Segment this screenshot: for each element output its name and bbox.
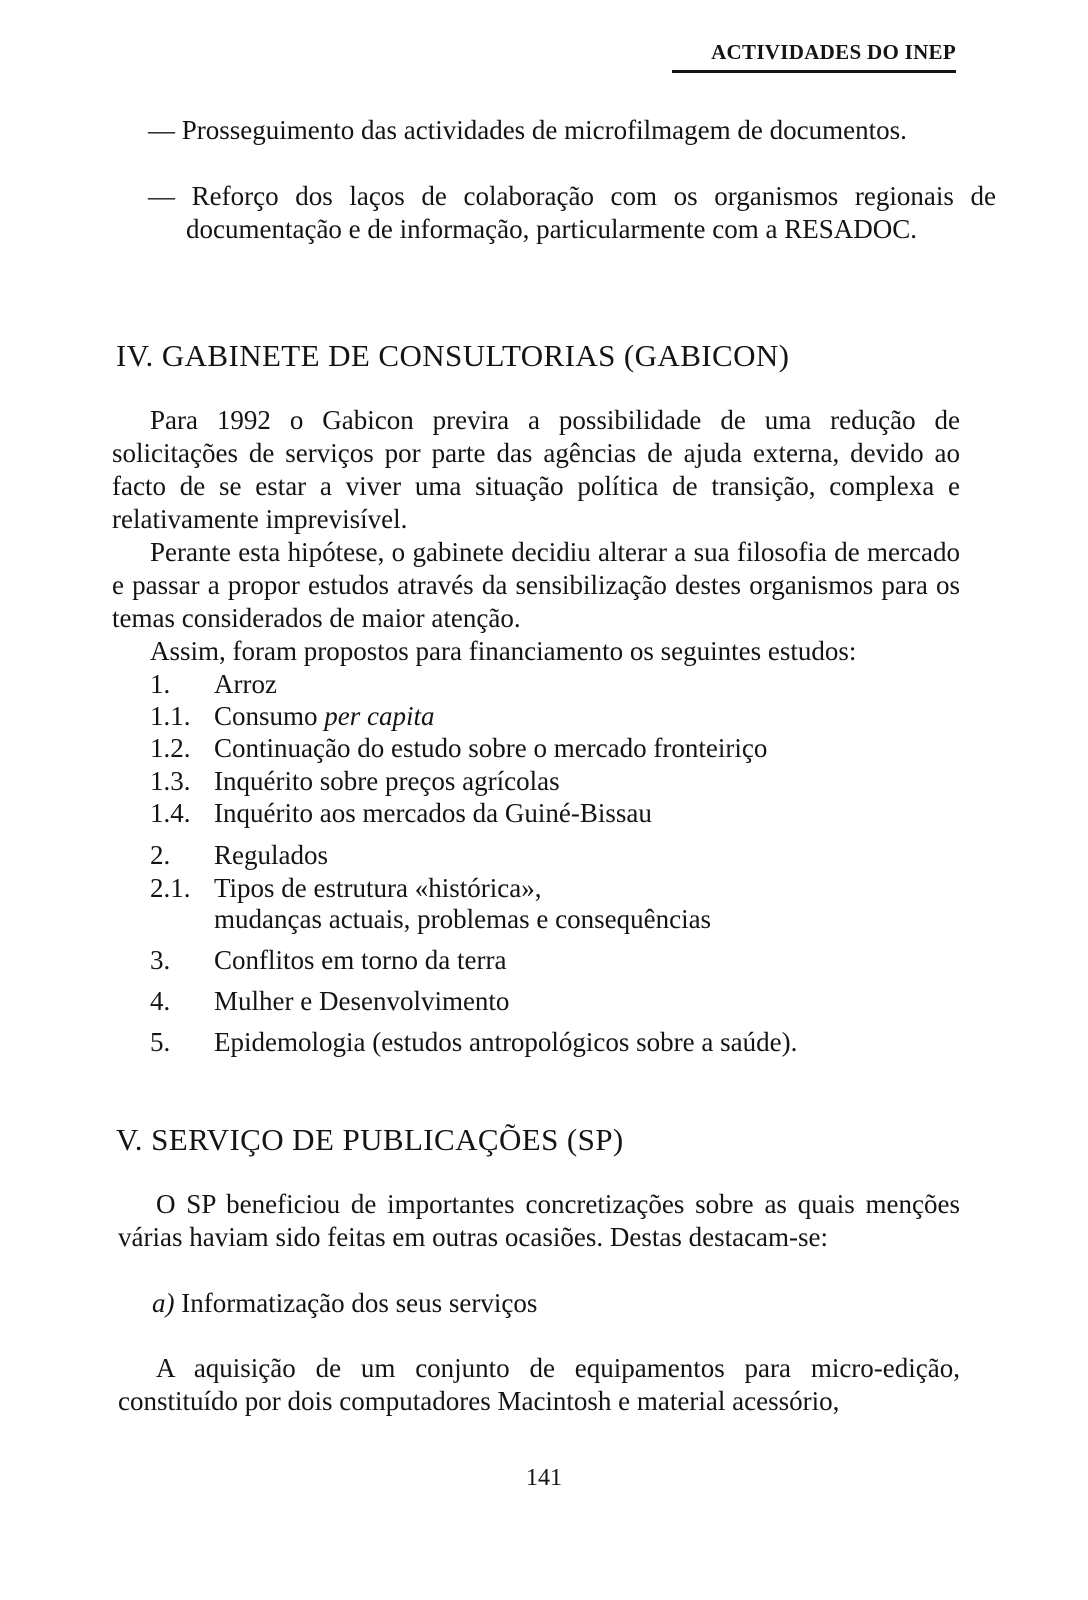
section-iv-heading: IV. GABINETE DE CONSULTORIAS (GABICON) <box>116 338 790 373</box>
study-number: 1.2. <box>150 733 191 763</box>
study-text: Tipos de estrutura «histórica», <box>214 873 542 903</box>
study-item <box>150 1026 797 1059</box>
header-rule <box>672 70 956 73</box>
study-number: 4. <box>150 986 171 1016</box>
subheading-title: Informatização dos seus serviços <box>181 1288 538 1318</box>
study-text: Consumo <box>214 701 318 731</box>
study-item <box>150 668 277 701</box>
study-item <box>150 944 506 977</box>
study-number: 5. <box>150 1027 171 1057</box>
study-item-continuation: mudanças actuais, problemas e consequências <box>214 904 712 934</box>
section-v-heading: V. SERVIÇO DE PUBLICAÇÕES (SP) <box>116 1122 624 1157</box>
study-text: Epidemologia (estudos antropológicos sobre a saúde). <box>214 1027 798 1057</box>
study-item <box>150 839 328 872</box>
intro-item: — Reforço dos laços de colaboração com os organismos regionais de documentação e de informação, particularmente com a RESADOC. <box>148 181 996 244</box>
study-item <box>150 797 652 830</box>
study-item <box>150 765 560 798</box>
study-text-italic: per capita <box>324 701 435 731</box>
study-text: Arroz <box>214 669 277 699</box>
study-item <box>150 872 541 905</box>
study-text: Inquérito aos mercados da Guiné-Bissau <box>214 798 652 828</box>
running-header: ACTIVIDADES DO INEP <box>711 40 956 64</box>
study-number: 1.3. <box>150 766 191 796</box>
study-text: Mulher e Desenvolvimento <box>214 986 510 1016</box>
intro-item: — Prosseguimento das actividades de microfilmagem de documentos. <box>148 115 907 145</box>
section-v-subheading <box>152 1287 537 1320</box>
study-item <box>150 700 435 733</box>
section-iv-paragraph: Assim, foram propostos para financiamento os seguintes estudos: <box>150 636 857 666</box>
study-text: Inquérito sobre preços agrícolas <box>214 766 560 796</box>
study-number: 2. <box>150 840 171 870</box>
subheading-marker: a) <box>152 1288 175 1318</box>
study-number: 3. <box>150 945 171 975</box>
section-iv-paragraph: Para 1992 o Gabicon previra a possibilidade de uma redução de solicitações de serviços por parte das agências de ajuda externa, devido ao facto de se estar a viver uma situação política de transição, complexa e relativamente imprevisível. <box>112 405 960 534</box>
section-iv-paragraph: Perante esta hipótese, o gabinete decidiu alterar a sua filosofia de mercado e passar a propor estudos através da sensibilização destes organismos para os temas considerados de maior atenção. <box>112 537 960 633</box>
page-number: 141 <box>526 1465 562 1491</box>
study-item <box>150 985 509 1018</box>
study-number: 1.1. <box>150 701 191 731</box>
study-text: Continuação do estudo sobre o mercado fronteiriço <box>214 733 768 763</box>
study-number: 1.4. <box>150 798 191 828</box>
study-item <box>150 732 767 765</box>
section-v-intro: O SP beneficiou de importantes concretizações sobre as quais menções várias haviam sido feitas em outras ocasiões. Destas destacam-se: <box>118 1189 960 1252</box>
study-number: 2.1. <box>150 873 191 903</box>
study-text: Conflitos em torno da terra <box>214 945 507 975</box>
section-v-paragraph: A aquisição de um conjunto de equipamentos para micro-edição, constituído por dois computadores Macintosh e material acessório, <box>118 1353 960 1416</box>
study-number: 1. <box>150 669 171 699</box>
study-text: Regulados <box>214 840 328 870</box>
